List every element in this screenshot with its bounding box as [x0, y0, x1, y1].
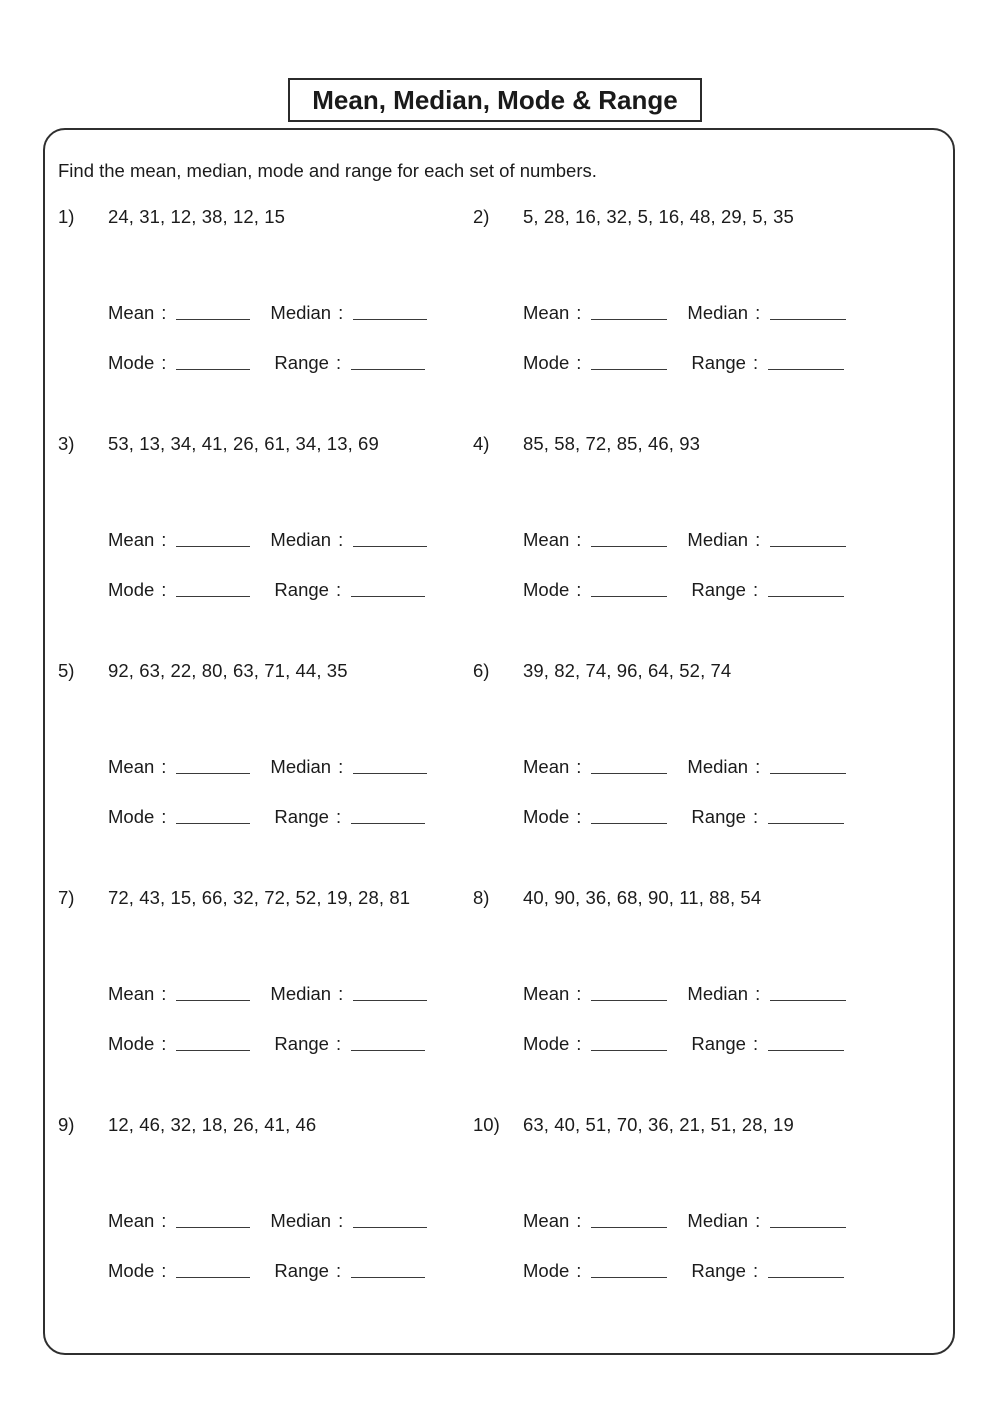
answer-field-median[interactable] [687, 756, 846, 778]
answer-label-median: Median [270, 983, 332, 1004]
answer-label-mean: Mean [108, 1210, 155, 1231]
answer-colon: : [755, 302, 761, 323]
answer-label-mean: Mean [108, 302, 155, 323]
answer-label-range: Range [274, 352, 329, 373]
answer-blank-range[interactable] [351, 368, 425, 370]
answer-row-mode-range [108, 324, 465, 374]
problem-question [473, 206, 930, 228]
answer-field-range[interactable] [274, 1260, 425, 1282]
answer-row-mean-median [523, 274, 930, 324]
problem-number: 1) [58, 206, 75, 227]
problem-item [465, 660, 930, 887]
answer-field-mean[interactable] [523, 1210, 667, 1232]
answer-colon: : [755, 1210, 761, 1231]
answer-row-mode-range [108, 551, 465, 601]
answer-field-median[interactable] [270, 983, 427, 1005]
answer-row-mean-median [523, 1182, 930, 1232]
answer-colon: : [161, 1260, 167, 1281]
answer-blank-median[interactable] [353, 545, 427, 547]
answer-blank-mean[interactable] [176, 1226, 250, 1228]
answer-block [58, 274, 465, 374]
answer-colon: : [161, 806, 167, 827]
answer-field-mode[interactable] [523, 579, 667, 601]
problem-question [58, 206, 465, 228]
answer-field-median[interactable] [270, 756, 427, 778]
answer-blank-mean[interactable] [176, 999, 250, 1001]
answer-field-range[interactable] [691, 579, 844, 601]
answer-field-mean[interactable] [523, 983, 667, 1005]
problem-question [58, 887, 465, 909]
answer-field-range[interactable] [274, 806, 425, 828]
answer-row-mode-range [523, 778, 930, 828]
answer-field-mean[interactable] [108, 983, 250, 1005]
answer-colon: : [576, 579, 582, 600]
answer-field-range[interactable] [691, 352, 844, 374]
answer-label-mode: Mode [108, 579, 155, 600]
answer-colon: : [755, 529, 761, 550]
problems-grid [0, 206, 1000, 1341]
answer-block [473, 1182, 930, 1282]
problem-number: 4) [473, 433, 490, 454]
answer-label-median: Median [687, 756, 749, 777]
problem-number: 10) [473, 1114, 500, 1135]
answer-label-range: Range [691, 579, 746, 600]
answer-label-median: Median [270, 1210, 332, 1231]
problem-number: 3) [58, 433, 75, 454]
answer-colon: : [576, 806, 582, 827]
answer-colon: : [752, 806, 759, 827]
answer-label-mode: Mode [108, 1033, 155, 1054]
answer-colon: : [755, 983, 761, 1004]
answer-colon: : [338, 1210, 344, 1231]
problem-item [0, 1114, 465, 1341]
problem-number-set: 63, 40, 51, 70, 36, 21, 51, 28, 19 [523, 1114, 794, 1135]
answer-row-mean-median [108, 1182, 465, 1232]
answer-label-mean: Mean [523, 529, 570, 550]
answer-blank-range[interactable] [768, 822, 844, 824]
problem-number-set: 72, 43, 15, 66, 32, 72, 52, 19, 28, 81 [108, 887, 411, 908]
answer-label-median: Median [687, 1210, 749, 1231]
problem-item [0, 887, 465, 1114]
answer-blank-range[interactable] [768, 1049, 844, 1051]
answer-field-range[interactable] [274, 1033, 425, 1055]
problem-item [465, 433, 930, 660]
problem-number-set: 40, 90, 36, 68, 90, 11, 88, 54 [523, 887, 762, 908]
problem-item [465, 887, 930, 1114]
answer-colon: : [161, 302, 167, 323]
answer-blank-range[interactable] [351, 595, 425, 597]
answer-field-mode[interactable] [108, 579, 250, 601]
answer-colon: : [161, 529, 167, 550]
answer-block [473, 955, 930, 1055]
answer-colon: : [338, 756, 344, 777]
answer-label-median: Median [270, 302, 332, 323]
problem-question [473, 660, 930, 682]
answer-row-mean-median [108, 501, 465, 551]
answer-block [58, 728, 465, 828]
problem-question [473, 1114, 930, 1136]
answer-field-median[interactable] [687, 302, 846, 324]
answer-row-mode-range [108, 778, 465, 828]
answer-row-mean-median [523, 955, 930, 1005]
answer-label-range: Range [274, 579, 329, 600]
answer-label-median: Median [687, 302, 749, 323]
answer-label-range: Range [274, 1260, 329, 1281]
answer-colon: : [338, 302, 344, 323]
answer-row-mode-range [523, 551, 930, 601]
answer-colon: : [576, 983, 582, 1004]
answer-field-mode[interactable] [108, 1033, 250, 1055]
answer-row-mode-range [108, 1005, 465, 1055]
problem-item [0, 433, 465, 660]
answer-field-mode[interactable] [523, 806, 667, 828]
answer-label-mean: Mean [108, 529, 155, 550]
answer-field-range[interactable] [691, 1033, 844, 1055]
answer-field-mode[interactable] [523, 352, 667, 374]
problem-row [0, 433, 1000, 660]
problem-number-set: 5, 28, 16, 32, 5, 16, 48, 29, 5, 35 [523, 206, 794, 227]
answer-colon: : [338, 983, 344, 1004]
answer-label-mean: Mean [523, 302, 570, 323]
answer-block [58, 1182, 465, 1282]
problem-item [465, 1114, 930, 1341]
answer-blank-mode[interactable] [591, 368, 667, 370]
answer-colon: : [576, 1260, 582, 1281]
problem-number-set: 39, 82, 74, 96, 64, 52, 74 [523, 660, 732, 681]
answer-field-mean[interactable] [108, 529, 250, 551]
problem-number: 7) [58, 887, 75, 908]
answer-blank-median[interactable] [353, 999, 427, 1001]
answer-colon: : [576, 1033, 582, 1054]
answer-label-mode: Mode [523, 352, 570, 373]
answer-blank-range[interactable] [351, 1049, 425, 1051]
answer-blank-median[interactable] [770, 999, 846, 1001]
answer-field-mean[interactable] [523, 302, 667, 324]
answer-colon: : [335, 1260, 342, 1281]
answer-label-range: Range [274, 1033, 329, 1054]
answer-block [473, 274, 930, 374]
answer-field-mean[interactable] [523, 529, 667, 551]
answer-row-mean-median [108, 274, 465, 324]
answer-colon: : [752, 1260, 759, 1281]
answer-field-median[interactable] [687, 983, 846, 1005]
answer-field-mode[interactable] [108, 1260, 250, 1282]
answer-label-mean: Mean [523, 756, 570, 777]
answer-colon: : [161, 1033, 167, 1054]
answer-field-range[interactable] [274, 352, 425, 374]
answer-colon: : [161, 983, 167, 1004]
answer-label-range: Range [691, 1033, 746, 1054]
answer-field-median[interactable] [687, 529, 846, 551]
problem-number: 2) [473, 206, 490, 227]
answer-label-mean: Mean [523, 1210, 570, 1231]
answer-blank-mode[interactable] [591, 1049, 667, 1051]
answer-row-mean-median [108, 728, 465, 778]
answer-blank-mean[interactable] [591, 1226, 667, 1228]
answer-blank-range[interactable] [768, 1276, 844, 1278]
answer-blank-mean[interactable] [176, 545, 250, 547]
answer-blank-median[interactable] [353, 1226, 427, 1228]
answer-field-median[interactable] [270, 302, 427, 324]
answer-colon: : [576, 302, 582, 323]
answer-blank-mean[interactable] [591, 772, 667, 774]
answer-colon: : [752, 352, 759, 373]
instruction-text: Find the mean, median, mode and range for each set of numbers. [58, 160, 597, 181]
answer-field-median[interactable] [270, 1210, 427, 1232]
problem-item [0, 660, 465, 887]
answer-blank-range[interactable] [351, 1276, 425, 1278]
answer-label-range: Range [274, 806, 329, 827]
answer-field-mean[interactable] [108, 302, 250, 324]
problem-question [58, 433, 465, 455]
answer-block [58, 955, 465, 1055]
answer-colon: : [335, 806, 342, 827]
answer-field-median[interactable] [270, 529, 427, 551]
answer-row-mode-range [523, 324, 930, 374]
answer-blank-mode[interactable] [176, 368, 250, 370]
answer-blank-median[interactable] [353, 772, 427, 774]
problem-question [473, 433, 930, 455]
problem-number-set: 12, 46, 32, 18, 26, 41, 46 [108, 1114, 317, 1135]
answer-label-mode: Mode [523, 1260, 570, 1281]
answer-colon: : [161, 352, 167, 373]
page-title: Mean, Median, Mode & Range [312, 84, 678, 115]
answer-field-mode[interactable] [108, 352, 250, 374]
answer-label-mode: Mode [523, 1033, 570, 1054]
answer-label-mode: Mode [108, 1260, 155, 1281]
answer-blank-range[interactable] [768, 595, 844, 597]
problem-number: 9) [58, 1114, 75, 1135]
answer-blank-mean[interactable] [591, 318, 667, 320]
answer-colon: : [576, 1210, 582, 1231]
answer-field-mean[interactable] [523, 756, 667, 778]
problem-number: 8) [473, 887, 490, 908]
answer-field-median[interactable] [687, 1210, 846, 1232]
answer-label-mode: Mode [108, 806, 155, 827]
answer-row-mean-median [108, 955, 465, 1005]
problem-number-set: 92, 63, 22, 80, 63, 71, 44, 35 [108, 660, 348, 681]
answer-colon: : [161, 756, 167, 777]
answer-label-median: Median [270, 756, 332, 777]
problem-question [473, 887, 930, 909]
answer-row-mode-range [523, 1232, 930, 1282]
answer-row-mode-range [108, 1232, 465, 1282]
answer-blank-median[interactable] [770, 1226, 846, 1228]
answer-blank-median[interactable] [770, 318, 846, 320]
answer-colon: : [161, 579, 167, 600]
answer-block [473, 728, 930, 828]
answer-field-mean[interactable] [108, 1210, 250, 1232]
answer-blank-range[interactable] [768, 368, 844, 370]
answer-label-mode: Mode [523, 806, 570, 827]
answer-colon: : [752, 1033, 759, 1054]
answer-colon: : [161, 1210, 167, 1231]
problem-question [58, 1114, 465, 1136]
answer-field-range[interactable] [691, 1260, 844, 1282]
answer-colon: : [576, 352, 582, 373]
answer-blank-mode[interactable] [176, 1276, 250, 1278]
answer-label-mode: Mode [108, 352, 155, 373]
answer-field-range[interactable] [691, 806, 844, 828]
answer-label-range: Range [691, 1260, 746, 1281]
answer-label-mean: Mean [108, 756, 155, 777]
answer-blank-mode[interactable] [591, 1276, 667, 1278]
answer-label-median: Median [687, 983, 749, 1004]
problem-question [58, 660, 465, 682]
answer-label-range: Range [691, 352, 746, 373]
answer-blank-mean[interactable] [591, 999, 667, 1001]
answer-colon: : [755, 756, 761, 777]
problem-number-set: 24, 31, 12, 38, 12, 15 [108, 206, 286, 227]
answer-blank-mode[interactable] [591, 822, 667, 824]
problem-number-set: 53, 13, 34, 41, 26, 61, 34, 13, 69 [108, 433, 379, 454]
problem-row [0, 887, 1000, 1114]
answer-blank-mean[interactable] [176, 318, 250, 320]
answer-blank-median[interactable] [353, 318, 427, 320]
answer-field-mode[interactable] [108, 806, 250, 828]
problem-row [0, 1114, 1000, 1341]
answer-field-range[interactable] [274, 579, 425, 601]
answer-label-mean: Mean [108, 983, 155, 1004]
answer-blank-mode[interactable] [176, 822, 250, 824]
answer-colon: : [335, 352, 342, 373]
answer-field-mode[interactable] [523, 1260, 667, 1282]
worksheet-title-box [288, 78, 702, 122]
problem-row [0, 206, 1000, 433]
answer-field-mode[interactable] [523, 1033, 667, 1055]
problem-row [0, 660, 1000, 887]
answer-block [473, 501, 930, 601]
answer-blank-mean[interactable] [176, 772, 250, 774]
answer-label-median: Median [687, 529, 749, 550]
answer-label-mode: Mode [523, 579, 570, 600]
answer-colon: : [338, 529, 344, 550]
answer-blank-median[interactable] [770, 545, 846, 547]
answer-colon: : [752, 579, 759, 600]
answer-colon: : [335, 579, 342, 600]
answer-row-mode-range [523, 1005, 930, 1055]
answer-blank-mean[interactable] [591, 545, 667, 547]
answer-label-median: Median [270, 529, 332, 550]
problem-number: 5) [58, 660, 75, 681]
answer-label-mean: Mean [523, 983, 570, 1004]
answer-blank-range[interactable] [351, 822, 425, 824]
problem-item [0, 206, 465, 433]
answer-block [58, 501, 465, 601]
answer-colon: : [576, 756, 582, 777]
answer-blank-mode[interactable] [176, 1049, 250, 1051]
problem-item [465, 206, 930, 433]
answer-blank-mode[interactable] [591, 595, 667, 597]
answer-blank-median[interactable] [770, 772, 846, 774]
answer-colon: : [576, 529, 582, 550]
problem-number: 6) [473, 660, 490, 681]
answer-blank-mode[interactable] [176, 595, 250, 597]
answer-row-mean-median [523, 728, 930, 778]
answer-row-mean-median [523, 501, 930, 551]
answer-label-range: Range [691, 806, 746, 827]
answer-field-mean[interactable] [108, 756, 250, 778]
answer-colon: : [335, 1033, 342, 1054]
problem-number-set: 85, 58, 72, 85, 46, 93 [523, 433, 701, 454]
